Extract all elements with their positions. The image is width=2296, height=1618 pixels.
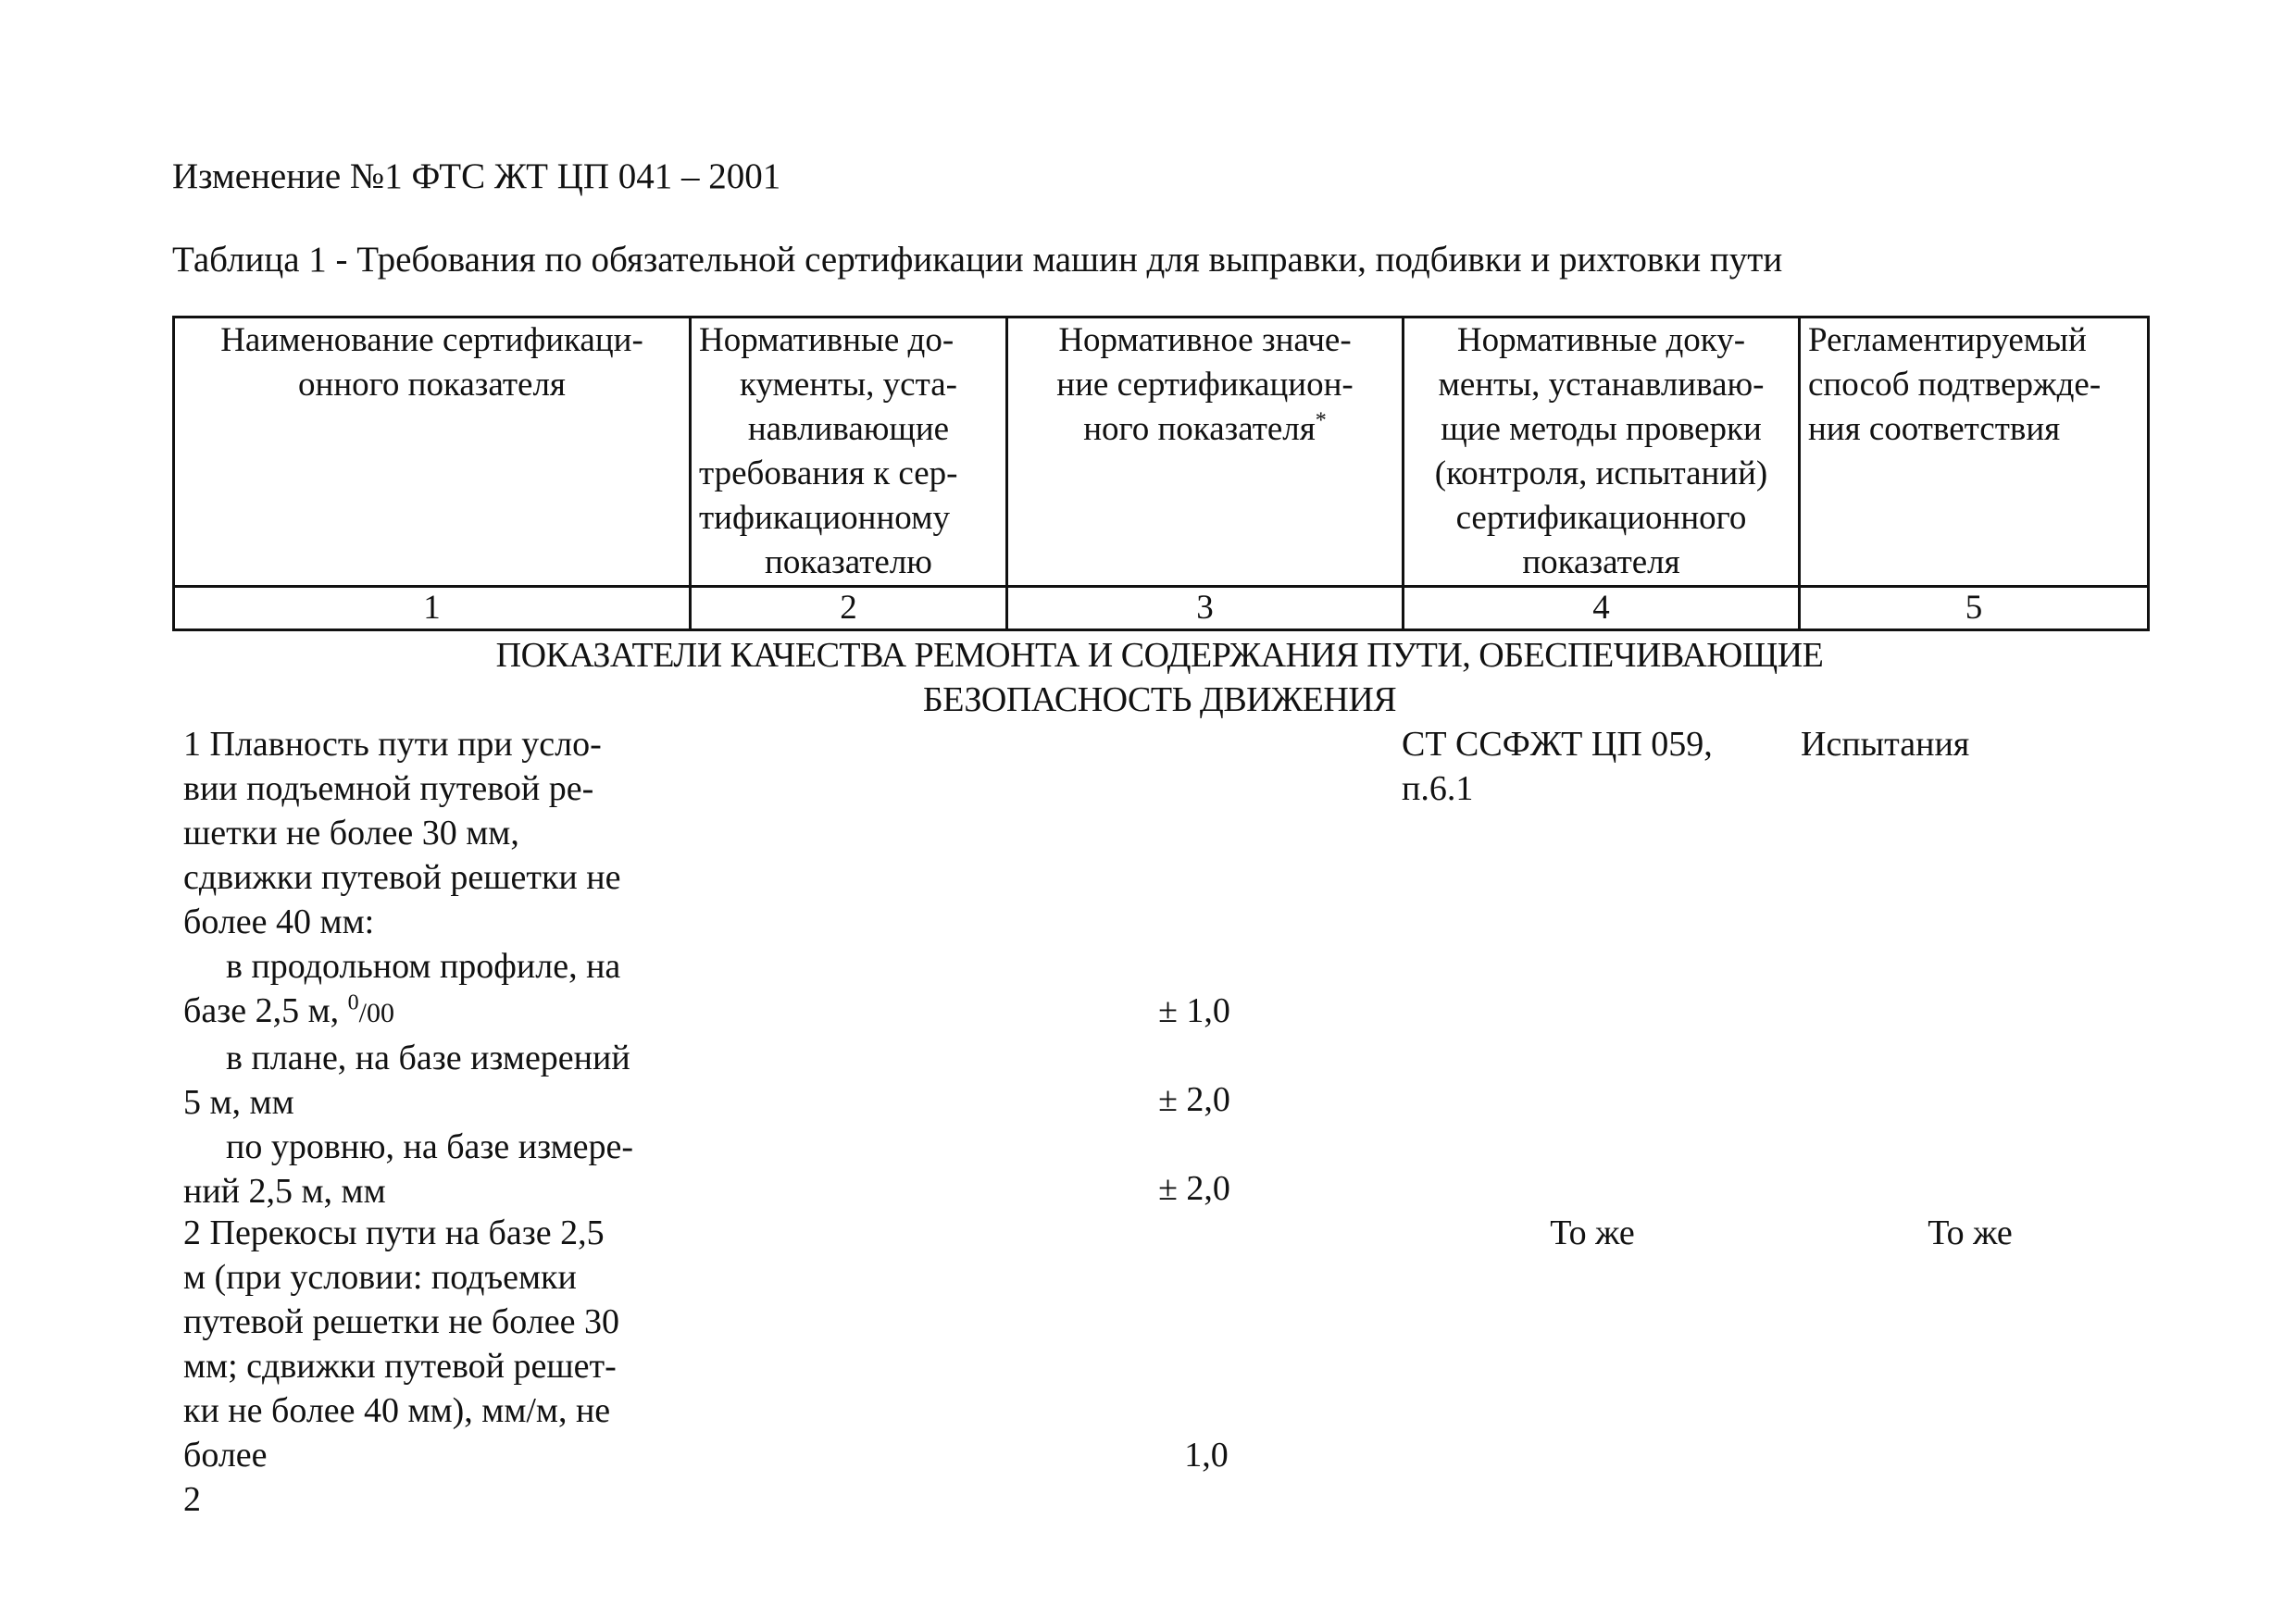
column-number: 5 (1800, 587, 2149, 630)
row-1-method: СТ ССФЖТ ЦП 059, п.6.1 (1402, 725, 1713, 808)
header-col-1: Наименование сертификаци- онного показателя (174, 317, 691, 587)
sub-item-profile: в продольном профиле, на (226, 947, 621, 986)
row-2-name: 2 Перекосы пути на базе 2,5 м (при условии: подъемки путевой решетки не более 30 мм; сдвижки путевой решет- ки не более 40 мм), мм/м, не более (183, 1214, 619, 1475)
column-number: 2 (691, 587, 1007, 630)
row-1-name: 1 Плавность пути при усло- вии подъемной путевой ре- шетки не более 30 мм, сдвижки путевой решетки не более 40 мм: в продольном профиле, на базе 2,5 м, $^0$/00 в плане, на базе измерений 5 м, мм по уровню, на базе измере- ний 2,5 м, мм (183, 725, 634, 1211)
column-number-row (174, 587, 2149, 630)
sub-item-plan: в плане, на базе измерений (226, 1039, 630, 1077)
header-col-2: Нормативные до- кументы, уста- навливающие требования к сер- тификационному показателю (691, 317, 1007, 587)
sub-item-profile-base: базе 2,5 м, $^0$/00 (183, 990, 394, 1030)
document-title: Изменение №1 ФТС ЖТ ЦП 041 – 2001 (172, 156, 781, 196)
footnote-mark: * (1315, 408, 1327, 433)
header-col-3: Нормативное значе- ние сертификацион- ного показателя* (1007, 317, 1404, 587)
header-col-5: Регламентируемый способ подтвержде- ния соответствия (1800, 317, 2149, 587)
header-col-4: Нормативные доку- менты, устанавливаю- щие методы проверки (контроля, испытаний) сертификационного показателя (1404, 317, 1800, 587)
section-heading: ПОКАЗАТЕЛИ КАЧЕСТВА РЕМОНТА И СОДЕРЖАНИЯ ПУТИ, ОБЕСПЕЧИВАЮЩИЕ БЕЗОПАСНОСТЬ ДВИЖЕНИЯ (495, 636, 1824, 719)
column-number: 3 (1007, 587, 1404, 630)
page-number: 2 (183, 1480, 201, 1519)
column-number: 1 (174, 587, 691, 630)
value-profile: ± 1,0 (1158, 991, 1230, 1030)
header-row (174, 317, 2149, 587)
requirements-table-header (172, 316, 2150, 631)
value-skew: 1,0 (1184, 1436, 1229, 1475)
row-2-confirmation: То же (1928, 1214, 2013, 1252)
column-number: 4 (1404, 587, 1800, 630)
row-1-confirmation: Испытания (1801, 725, 1970, 764)
value-plan: ± 2,0 (1158, 1080, 1230, 1119)
sub-item-level: по уровню, на базе измере- (226, 1127, 634, 1166)
row-2-method: То же (1550, 1214, 1635, 1252)
table-caption: Таблица 1 - Требования по обязательной сертификации машин для выправки, подбивки и рихтовки пути (172, 240, 1783, 280)
value-level: ± 2,0 (1158, 1169, 1230, 1208)
